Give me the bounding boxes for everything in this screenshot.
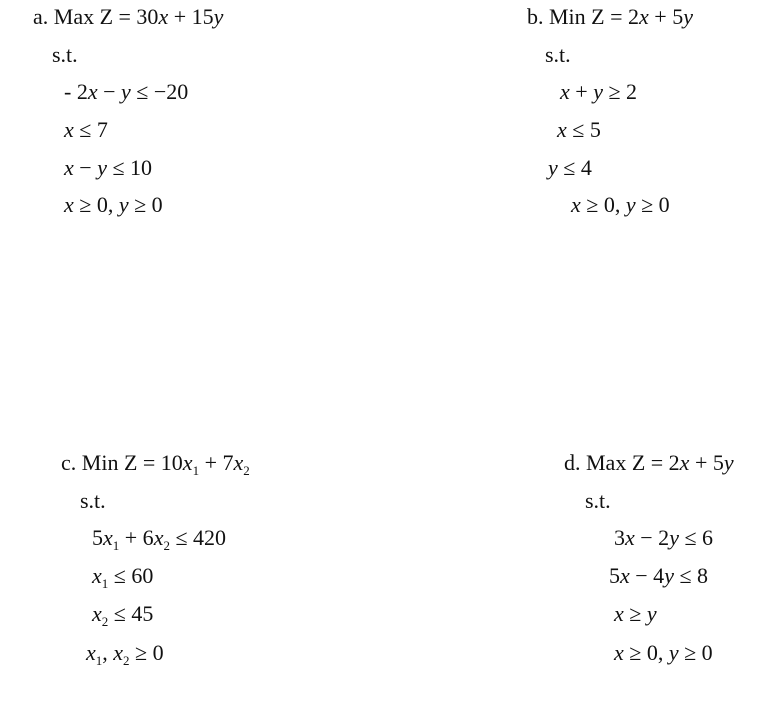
subject-to-b: s.t. xyxy=(545,42,571,67)
constraint-a-2: x ≤ 7 xyxy=(64,117,108,142)
constraint-d-1: 3x − 2y ≤ 6 xyxy=(614,525,714,550)
constraint-b-1: x + y ≥ 2 xyxy=(560,79,638,104)
constraint-b-4: x ≥ 0, y ≥ 0 xyxy=(571,192,670,217)
constraint-a-4: x ≥ 0, y ≥ 0 xyxy=(64,192,163,217)
objective-d: d. Max Z = 2x + 5y xyxy=(564,450,734,475)
constraint-c-2: $x_1 \le 60$ xyxy=(92,563,154,591)
constraint-a-3: x − y ≤ 10 xyxy=(64,155,153,180)
objective-c: c. Min $Z = 10x_1 + 7x_2$ xyxy=(61,450,250,478)
subject-to-c: s.t. xyxy=(80,488,106,513)
constraint-c-3: $x_2 \le 45$ xyxy=(92,601,154,629)
subject-to-d: s.t. xyxy=(585,488,611,513)
constraint-d-4: x ≥ 0, y ≥ 0 xyxy=(614,640,713,665)
constraint-b-3: y ≤ 4 xyxy=(548,155,592,180)
constraint-c-4: $x_1$, $x_2 \ge 0$ xyxy=(86,640,164,668)
subject-to-a: s.t. xyxy=(52,42,78,67)
objective-b: b. Min Z = 2x + 5y xyxy=(527,4,693,29)
constraint-b-2: x ≤ 5 xyxy=(557,117,601,142)
constraint-a-1: - 2x − y ≤ −20 xyxy=(64,79,189,104)
constraint-c-1: $5x_1 + 6x_2 \le 420$ xyxy=(92,525,227,553)
objective-a: a. Max Z = 30x + 15y xyxy=(33,4,224,29)
constraint-d-2: 5x − 4y ≤ 8 xyxy=(609,563,709,588)
constraint-d-3: x ≥ y xyxy=(614,601,657,626)
